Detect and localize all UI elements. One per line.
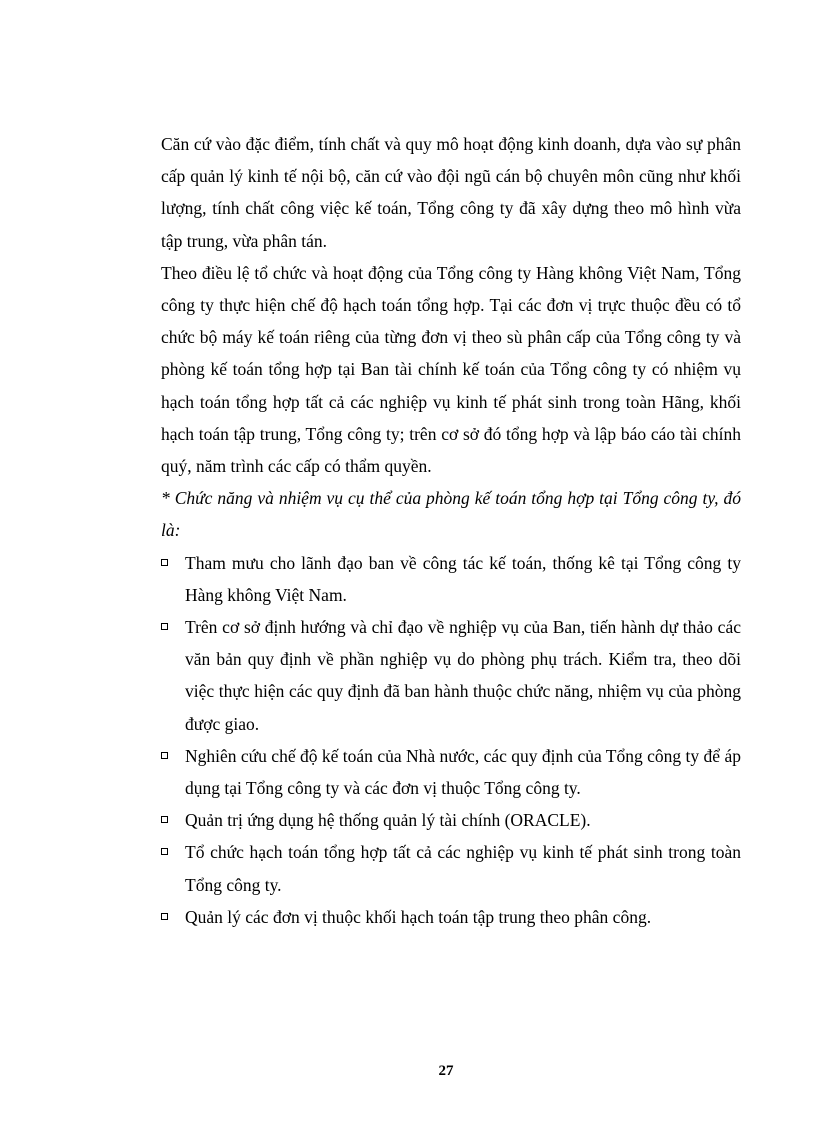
bullet-text: Trên cơ sở định hướng và chỉ đạo về nghiệp vụ của Ban, tiến hành dự thảo các văn bản quy định về phần nghiệp vụ do phòng phụ trách. Kiểm tra, theo dõi việc thực hiện các quy định đã ban hành thuộc chức năng, nhiệm vụ của phòng được giao. [185, 617, 741, 734]
square-bullet-icon [161, 559, 168, 566]
bullet-text: Nghiên cứu chế độ kế toán của Nhà nước, các quy định của Tổng công ty để áp dụng tại Tổng công ty và các đơn vị thuộc Tổng công ty. [185, 745, 741, 799]
bullet-item [161, 740, 741, 804]
bullet-item [161, 901, 741, 933]
page-body [161, 128, 741, 933]
bullet-text: Quản lý các đơn vị thuộc khối hạch toán tập trung theo phân công. [185, 906, 652, 927]
bullet-list [161, 547, 741, 933]
square-bullet-icon [161, 913, 168, 920]
page-number: 27 [438, 1063, 454, 1079]
paragraph-1: Căn cứ vào đặc điểm, tính chất và quy mô hoạt động kinh doanh, dựa vào sự phân cấp quản lý kinh tế nội bộ, căn cứ vào đội ngũ cán bộ chuyên môn cũng như khối lượng, tính chất công việc kế toán, Tổng công ty đã xây dựng theo mô hình vừa tập trung, vừa phân tán. [161, 134, 741, 251]
bullet-item [161, 804, 741, 836]
bullet-item [161, 547, 741, 611]
square-bullet-icon [161, 848, 168, 855]
bullet-text: Quản trị ứng dụng hệ thống quản lý tài chính (ORACLE). [185, 810, 591, 831]
square-bullet-icon [161, 752, 168, 759]
bullet-item [161, 836, 741, 900]
italic-heading: * Chức năng và nhiệm vụ cụ thể của phòng kế toán tổng hợp tại Tổng công ty, đó là: [161, 488, 741, 541]
bullet-item [161, 611, 741, 740]
paragraph-2: Theo điều lệ tổ chức và hoạt động của Tổng công ty Hàng không Việt Nam, Tổng công ty thực hiện chế độ hạch toán tổng hợp. Tại các đơn vị trực thuộc đều có tổ chức bộ máy kế toán riêng của từng đơn vị theo sù phân cấp của Tổng công ty và phòng kế toán tổng hợp tại Ban tài chính kế toán của Tổng công ty có nhiệm vụ hạch toán tổng hợp tất cả các nghiệp vụ kinh tế phát sinh trong toàn Hãng, khối hạch toán tập trung, Tổng công ty; trên cơ sở đó tổng hợp và lập báo cáo tài chính quý, năm trình các cấp có thẩm quyền. [161, 262, 741, 477]
bullet-text: Tham mưu cho lãnh đạo ban về công tác kế toán, thống kê tại Tổng công ty Hàng không Việt Nam. [185, 552, 741, 605]
bullet-text: Tổ chức hạch toán tổng hợp tất cả các nghiệp vụ kinh tế phát sinh trong toàn Tổng công ty. [185, 842, 741, 895]
square-bullet-icon [161, 816, 168, 823]
square-bullet-icon [161, 623, 168, 630]
